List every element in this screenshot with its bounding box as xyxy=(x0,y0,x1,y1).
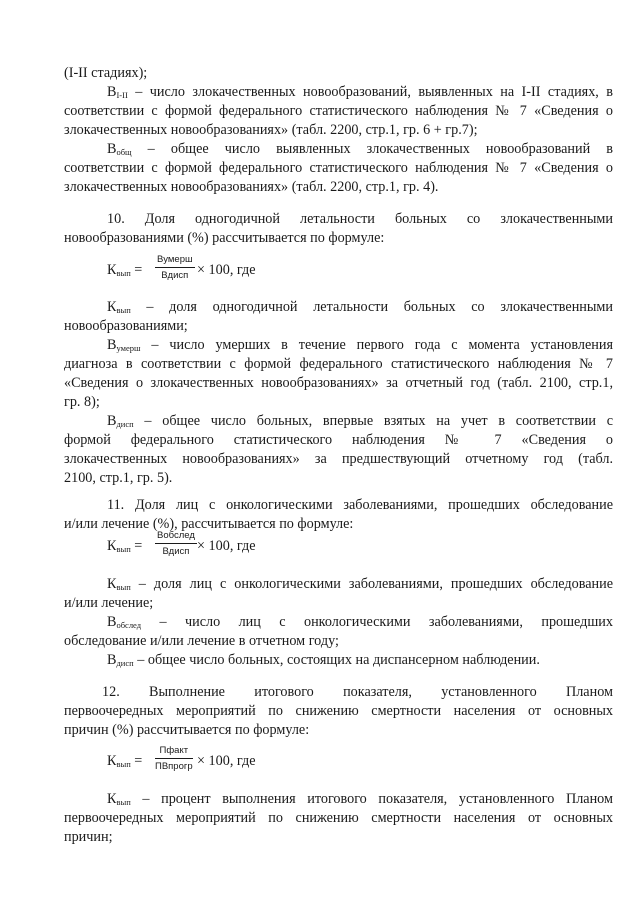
document-page: (I-II стадиях); $В_{I-II}$ – число злокачественных новообразований, выявленных на I-II стадиях, в соответствии с формой федерального статистического наблюдения № 7 «Сведения о злокачественных новообразованиях» (табл. 2200, стр.1, гр. 6 + гр.7); $В_{общ}$ – общее число выявленных злокачественных новообразований в соответствии с формой федерального статистического наблюдения № 7 «Сведения о злокачественных новообразованиях» (табл. 2200, стр.1, гр. 4). 10. Доля одногодичной летальности больных со злокачественными новообразованиями (%) рассчитывается по формуле: $К_{вып}$ = Вумерш Вдисп × 100, где $К_{вып}$ – доля одногодичной летальности больных со злокачественными новообразованиями; $В_{умерш}$ – число умерших в течение первого года с момента установления диагноза в соответствии с формой федерального статистического наблюдения № 7 «Сведения о злокачественных новообразованиях» за отчетный год (табл. 2100, стр.1, гр. 8); $В_{дисп}$ – общее число больных, впервые взятых на учет в соответствии с формой федерального статистического наблюдения № 7 «Сведения о злокачественных новообразованиях» за предшествующий отчетному год (табл. 2100, стр.1, гр. 5). 11. Доля лиц с онкологическими заболеваниями, прошедших обследование и/или лечение (%), рассчитывается по формуле: $К_{вып}$ = Вобслед Вдисп × 100, где $К_{вып}$ – доля лиц с онкологическими заболеваниями, прошедших обследование и/или лечение; $В_{обслед}$ – число лиц с онкологическими заболеваниями, прошедших обследование и/или лечение в отчетном году; $В_{дисп}$ – общее число больных, состоящих на диспансерном наблюдении. 12. Выполнение итогового показателя, установленного Планом первоочередных мероприятий по снижению смертности населения от основных причин (%) рассчитывается по формуле: $К_{вып}$ = Пфакт ПВпрогр × 100, где $К_{вып}$ – процент выполнения итогового показателя, установленного Планом первоочередных мероприятий по снижению смертности населения от основных причин; xyxy=(64,65,613,845)
fraction: Пфакт ПВпрогр xyxy=(155,745,193,772)
text-line: соответствии с формой федерального статистического наблюдения № 7 «Сведения о xyxy=(64,160,613,176)
section-heading: 11. Доля лиц с онкологическими заболеваниями, прошедших обследование xyxy=(107,497,613,513)
text-line: злокачественных новообразованиях» (табл. 2200, стр.1, гр. 4). xyxy=(64,179,439,195)
text-line: гр. 8); xyxy=(64,394,100,410)
text-line: 2100, стр.1, гр. 5). xyxy=(64,470,173,486)
text-line: $В_{дисп}$ – общее число больных, впервые взятых на учет в соответствии с xyxy=(107,413,613,429)
text-line: $В_{дисп}$ – общее число больных, состоящих на диспансерном наблюдении. xyxy=(107,652,540,668)
fraction: Вобслед Вдисп xyxy=(157,530,195,557)
text-line: формой федерального статистического наблюдения № 7 «Сведения о xyxy=(64,432,613,448)
text-line: причин; xyxy=(64,829,113,845)
text-line: $В_{умерш}$ – число умерших в течение первого года с момента установления xyxy=(107,337,613,353)
text-line: и/или лечение (%), рассчитывается по формуле: xyxy=(64,516,354,532)
section-heading: 10. Доля одногодичной летальности больных со злокачественными xyxy=(107,211,613,227)
text-line: обследование и/или лечение в отчетном году; xyxy=(64,633,339,649)
text-line: $В_{I-II}$ – число злокачественных новообразований, выявленных на I-II стадиях, в xyxy=(107,84,613,100)
text-line: злокачественных новообразованиях» (табл. 2200, стр.1, гр. 6 + гр.7); xyxy=(64,122,478,138)
text-line: (I-II стадиях); xyxy=(64,65,148,81)
text-line: $К_{вып}$ – процент выполнения итогового показателя, установленного Планом xyxy=(107,791,613,807)
text-line: $В_{общ}$ – общее число выявленных злокачественных новообразований в xyxy=(107,141,613,157)
text-line: причин (%) рассчитывается по формуле: xyxy=(64,722,310,738)
text-line: $К_{вып}$ – доля одногодичной летальности больных со злокачественными xyxy=(107,299,613,315)
text-line: и/или лечение; xyxy=(64,595,154,611)
text-line: злокачественных новообразованиях» за предшествующий отчетному год (табл. xyxy=(64,451,613,467)
section-heading: 12. Выполнение итогового показателя, установленного Планом xyxy=(102,684,613,700)
text-line: «Сведения о злокачественных новообразованиях» за отчетный год (табл. 2100, стр.1, xyxy=(64,375,613,391)
text-line: новообразованиями (%) рассчитывается по формуле: xyxy=(64,230,385,246)
text-line: первоочередных мероприятий по снижению смертности населения от основных xyxy=(64,810,613,826)
fraction: Вумерш Вдисп xyxy=(157,254,193,281)
text-line: соответствии с формой федерального статистического наблюдения № 7 «Сведения о xyxy=(64,103,613,119)
text-line: первоочередных мероприятий по снижению смертности населения от основных xyxy=(64,703,613,719)
text-line: $К_{вып}$ – доля лиц с онкологическими заболеваниями, прошедших обследование xyxy=(107,576,613,592)
text-line: $В_{обслед}$ – число лиц с онкологическими заболеваниями, прошедших xyxy=(107,614,613,630)
text-line: новообразованиями; xyxy=(64,318,188,334)
text-line: диагноза в соответствии с формой федерального статистического наблюдения № 7 xyxy=(64,356,613,372)
